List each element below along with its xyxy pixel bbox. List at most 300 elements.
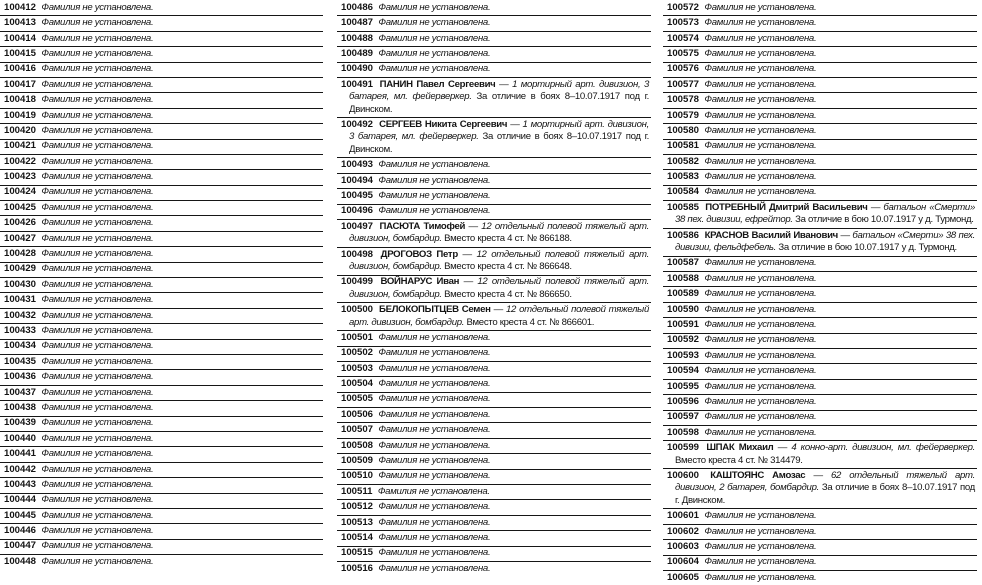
entry-number: 100587 bbox=[667, 257, 700, 269]
entry-number: 100584 bbox=[667, 186, 700, 198]
entry-unknown bbox=[337, 470, 651, 485]
entry-text bbox=[667, 556, 975, 568]
surname-not-established-text: Фамилия не установлена. bbox=[378, 547, 491, 559]
entry-text bbox=[341, 409, 649, 421]
surname-not-established-text: Фамилия не установлена. bbox=[704, 257, 817, 269]
entry-unknown bbox=[0, 386, 323, 401]
entry-number: 100582 bbox=[667, 155, 700, 167]
entry-number: 100588 bbox=[667, 272, 700, 284]
surname-not-established-text: Фамилия не установлена. bbox=[704, 510, 817, 522]
entry-text bbox=[4, 540, 321, 552]
entry-number: 100448 bbox=[4, 555, 37, 567]
entry-text bbox=[341, 563, 649, 575]
entry-number: 100601 bbox=[667, 510, 700, 522]
entry-unknown bbox=[0, 309, 323, 324]
entry-number: 100423 bbox=[4, 171, 37, 183]
entry-number: 100446 bbox=[4, 525, 37, 537]
entry-text bbox=[4, 479, 321, 491]
surname-not-established-text: Фамилия не установлена. bbox=[41, 386, 154, 398]
entry-number: 100415 bbox=[4, 47, 37, 59]
entry-unknown bbox=[0, 447, 323, 462]
entry-unknown bbox=[663, 1, 977, 16]
entry-number: 100572 bbox=[667, 1, 700, 13]
column-middle bbox=[337, 1, 651, 577]
surname-not-established-text: Фамилия не установлена. bbox=[704, 303, 817, 315]
surname-not-established-text: Фамилия не установлена. bbox=[378, 455, 491, 467]
surname-not-established-text: Фамилия не установлена. bbox=[704, 124, 817, 136]
entry-unknown bbox=[0, 540, 323, 555]
surname-not-established-text: Фамилия не установлена. bbox=[704, 380, 817, 392]
entry-text bbox=[667, 396, 975, 408]
entry-text bbox=[4, 17, 321, 29]
entry-text bbox=[667, 365, 975, 377]
entry-text bbox=[667, 288, 975, 300]
unit-description: 1 мортирный арт. дивизион, 3 батарея, мл. фейерверкер. bbox=[349, 118, 649, 143]
surname-not-established-text: Фамилия не установлена. bbox=[41, 124, 154, 136]
surname-not-established-text: Фамилия не установлена. bbox=[704, 365, 817, 377]
entry-text bbox=[341, 547, 649, 559]
entry-number: 100504 bbox=[341, 378, 374, 390]
entry-text bbox=[341, 33, 649, 45]
entry-text bbox=[341, 393, 649, 405]
surname-not-established-text: Фамилия не установлена. bbox=[704, 556, 817, 568]
entry-text bbox=[341, 501, 649, 513]
entry-text bbox=[667, 541, 975, 553]
entry-text bbox=[4, 310, 321, 322]
entry-text bbox=[667, 257, 975, 269]
entry-text bbox=[4, 202, 321, 214]
entry-number: 100598 bbox=[667, 426, 700, 438]
entry-number: 100444 bbox=[4, 494, 37, 506]
entry-unknown bbox=[0, 186, 323, 201]
entry-text bbox=[667, 186, 975, 198]
recipient-name: БЕЛОКОПЫТЦЕВ Семен bbox=[379, 304, 491, 316]
entry-text bbox=[4, 217, 321, 229]
entry-number: 100585 bbox=[667, 201, 700, 213]
surname-not-established-text: Фамилия не установлена. bbox=[41, 232, 154, 244]
entry-number: 100486 bbox=[341, 1, 374, 13]
surname-not-established-text: Фамилия не установлена. bbox=[41, 540, 154, 552]
surname-not-established-text: Фамилия не установлена. bbox=[41, 401, 154, 413]
entry-number: 100432 bbox=[4, 309, 37, 321]
entry-number: 100503 bbox=[341, 362, 374, 374]
surname-not-established-text: Фамилия не установлена. bbox=[704, 272, 817, 284]
entry-number: 100413 bbox=[4, 17, 37, 29]
surname-not-established-text: Фамилия не установлена. bbox=[41, 509, 154, 521]
entry-text bbox=[4, 387, 321, 399]
recipient-name: ПАСЮТА Тимофей bbox=[379, 220, 466, 232]
entry-unknown bbox=[337, 32, 651, 47]
surname-not-established-text: Фамилия не установлена. bbox=[41, 309, 154, 321]
entry-detailed bbox=[663, 201, 977, 229]
citation-text: За отличие в боях 8–10.07.1917 под г. Двинском. bbox=[349, 91, 649, 115]
surname-not-established-text: Фамилия не установлена. bbox=[41, 217, 154, 229]
entry-number: 100589 bbox=[667, 288, 700, 300]
surname-not-established-text: Фамилия не установлена. bbox=[41, 263, 154, 275]
entry-number: 100499 bbox=[341, 276, 374, 288]
entry-text bbox=[667, 79, 975, 91]
surname-not-established-text: Фамилия не установлена. bbox=[378, 159, 491, 171]
citation-text: Вместо креста 4 ст. № 866188. bbox=[444, 233, 572, 245]
surname-not-established-text: Фамилия не установлена. bbox=[41, 186, 154, 198]
entry-unknown bbox=[337, 408, 651, 423]
entry-text bbox=[667, 2, 975, 14]
surname-not-established-text: Фамилия не установлена. bbox=[41, 340, 154, 352]
entry-number: 100501 bbox=[341, 331, 374, 343]
entry-number: 100439 bbox=[4, 417, 37, 429]
entry-unknown bbox=[337, 531, 651, 546]
surname-not-established-text: Фамилия не установлена. bbox=[41, 1, 154, 13]
surname-not-established-text: Фамилия не установлена. bbox=[704, 349, 817, 361]
entry-text bbox=[667, 350, 975, 362]
entry-text: 100491 ПАНИН Павел Сергеевич — 1 мортирный арт. дивизион, 3 батарея, мл. фейерверкер. За отличие в боях 8–10.07.1917 под г. Двинском. bbox=[341, 78, 650, 115]
entry-unknown bbox=[0, 463, 323, 478]
surname-not-established-text: Фамилия не установлена. bbox=[378, 424, 491, 436]
entry-unknown bbox=[337, 393, 651, 408]
entry-unknown bbox=[0, 293, 323, 308]
entry-number: 100420 bbox=[4, 124, 37, 136]
entry-number: 100427 bbox=[4, 232, 37, 244]
entry-number: 100516 bbox=[341, 562, 374, 574]
entry-unknown bbox=[663, 93, 977, 108]
entry-number: 100594 bbox=[667, 365, 700, 377]
citation-text: За отличие в бою 10.07.1917 у д. Турмонд. bbox=[778, 242, 957, 254]
surname-not-established-text: Фамилия не установлена. bbox=[704, 426, 817, 438]
entry-unknown bbox=[0, 432, 323, 447]
entry-number: 100441 bbox=[4, 448, 37, 460]
entry-number: 100488 bbox=[341, 32, 374, 44]
entry-text bbox=[4, 417, 321, 429]
entry-unknown bbox=[337, 485, 651, 500]
entry-text bbox=[667, 427, 975, 439]
unit-description: 62 отдельный тяжелый арт. дивизион, 2 батарея, бомбардир. bbox=[675, 469, 975, 494]
entry-number: 100505 bbox=[341, 393, 374, 405]
surname-not-established-text: Фамилия не установлена. bbox=[378, 1, 491, 13]
entry-text bbox=[4, 140, 321, 152]
entry-number: 100515 bbox=[341, 547, 374, 559]
recipient-name: СЕРГЕЕВ Никита Сергеевич bbox=[379, 118, 508, 130]
entry-text bbox=[341, 190, 649, 202]
surname-not-established-text: Фамилия не установлена. bbox=[704, 109, 817, 121]
entry-text bbox=[4, 248, 321, 260]
entry-number: 100579 bbox=[667, 109, 700, 121]
surname-not-established-text: Фамилия не установлена. bbox=[378, 378, 491, 390]
entry-unknown bbox=[337, 562, 651, 576]
entry-text bbox=[341, 440, 649, 452]
entry-number: 100510 bbox=[341, 470, 374, 482]
entry-detailed bbox=[663, 229, 977, 257]
surname-not-established-text: Фамилия не установлена. bbox=[378, 189, 491, 201]
entry-text bbox=[4, 494, 321, 506]
entry-number: 100440 bbox=[4, 432, 37, 444]
entry-number: 100435 bbox=[4, 355, 37, 367]
entry-number: 100602 bbox=[667, 525, 700, 537]
unit-description: 12 отдельный полевой тяжелый арт. дивизион, бомбардир. bbox=[349, 276, 649, 300]
surname-not-established-text: Фамилия не установлена. bbox=[41, 463, 154, 475]
surname-not-established-text: Фамилия не установлена. bbox=[704, 525, 817, 537]
entry-number: 100493 bbox=[341, 159, 374, 171]
entry-unknown bbox=[663, 63, 977, 78]
entry-text: 100599 ШПАК Михаил — 4 конно-арт. дивизион, мл. фейерверкер. Вместо креста 4 ст. № 314479. bbox=[667, 442, 976, 466]
entry-text bbox=[667, 319, 975, 331]
entry-text bbox=[4, 371, 321, 383]
entry-text bbox=[341, 347, 649, 359]
recipient-name: ПОТРЕБНЫЙ Дмитрий Васильевич bbox=[705, 201, 868, 213]
surname-not-established-text: Фамилия не установлена. bbox=[41, 494, 154, 506]
surname-not-established-text: Фамилия не установлена. bbox=[704, 171, 817, 183]
surname-not-established-text: Фамилия не установлена. bbox=[378, 174, 491, 186]
entry-text: 100500 БЕЛОКОПЫТЦЕВ Семен — 12 отдельный полевой тяжелый арт. дивизион, бомбардир. Вместо креста 4 ст. № 866601. bbox=[341, 304, 649, 328]
entry-unknown bbox=[663, 32, 977, 47]
surname-not-established-text: Фамилия не установлена. bbox=[41, 109, 154, 121]
entry-text bbox=[4, 556, 321, 568]
entry-unknown bbox=[337, 331, 651, 346]
entry-text bbox=[4, 356, 321, 368]
entry-number: 100600 bbox=[667, 469, 700, 481]
surname-not-established-text: Фамилия не установлена. bbox=[41, 432, 154, 444]
surname-not-established-text: Фамилия не установлена. bbox=[41, 355, 154, 367]
surname-not-established-text: Фамилия не установлена. bbox=[41, 201, 154, 213]
column-right bbox=[663, 1, 977, 583]
entry-text bbox=[341, 2, 649, 14]
entry-text bbox=[4, 33, 321, 45]
entry-number: 100576 bbox=[667, 63, 700, 75]
surname-not-established-text: Фамилия не установлена. bbox=[41, 140, 154, 152]
entry-text bbox=[4, 186, 321, 198]
entry-text bbox=[341, 363, 649, 375]
entry-unknown bbox=[0, 93, 323, 108]
surname-not-established-text: Фамилия не установлена. bbox=[41, 171, 154, 183]
entry-number: 100512 bbox=[341, 501, 374, 513]
surname-not-established-text: Фамилия не установлена. bbox=[378, 63, 491, 75]
entry-text bbox=[4, 448, 321, 460]
entry-text bbox=[667, 156, 975, 168]
entry-text bbox=[341, 48, 649, 60]
entry-number: 100583 bbox=[667, 171, 700, 183]
entry-unknown bbox=[0, 324, 323, 339]
surname-not-established-text: Фамилия не установлена. bbox=[378, 393, 491, 405]
entry-text: 100492 СЕРГЕЕВ Никита Сергеевич — 1 мортирный арт. дивизион, 3 батарея, мл. фейерверкер. За отличие в боях 8–10.07.1917 под г. Двинском. bbox=[341, 118, 649, 155]
surname-not-established-text: Фамилия не установлена. bbox=[41, 371, 154, 383]
surname-not-established-text: Фамилия не установлена. bbox=[41, 417, 154, 429]
entry-text: 100497 ПАСЮТА Тимофей — 12 отдельный полевой тяжелый арт. дивизион, бомбардир. Вместо креста 4 ст. № 866188. bbox=[341, 220, 649, 245]
entry-text bbox=[667, 140, 975, 152]
recipient-name: КАШТОЯНС Амозас bbox=[710, 469, 806, 481]
entry-text bbox=[4, 464, 321, 476]
entry-number: 100592 bbox=[667, 334, 700, 346]
entry-unknown bbox=[663, 395, 977, 410]
entry-text: 100600 КАШТОЯНС Амозас — 62 отдельный тяжелый арт. дивизион, 2 батарея, бомбардир. За отличие в боях 8–10.07.1917 под г. Двинском. bbox=[667, 469, 975, 506]
entry-unknown bbox=[337, 439, 651, 454]
entry-text: 100585 ПОТРЕБНЫЙ Дмитрий Васильевич — батальон «Смерти» 38 пех. дивизии, ефрейтор. За отличие в бою 10.07.1917 у д. Турмонд. bbox=[667, 201, 975, 226]
entry-unknown bbox=[0, 155, 323, 170]
entry-number: 100422 bbox=[4, 155, 37, 167]
surname-not-established-text: Фамилия не установлена. bbox=[378, 331, 491, 343]
entry-number: 100599 bbox=[667, 442, 700, 454]
entry-text bbox=[4, 510, 321, 522]
entry-text bbox=[4, 171, 321, 183]
entry-number: 100575 bbox=[667, 47, 700, 59]
entry-unknown bbox=[0, 32, 323, 47]
surname-not-established-text: Фамилия не установлена. bbox=[378, 562, 491, 574]
entry-unknown bbox=[663, 109, 977, 124]
citation-text: Вместо креста 4 ст. № 866601. bbox=[466, 316, 595, 328]
entry-text bbox=[341, 424, 649, 436]
entry-number: 100492 bbox=[341, 118, 374, 130]
surname-not-established-text: Фамилия не установлена. bbox=[41, 248, 154, 260]
unit-description: 1 мортирный арт. дивизион, 3 батарея, мл. фейерверкер. bbox=[349, 78, 650, 103]
surname-not-established-text: Фамилия не установлена. bbox=[378, 47, 491, 59]
entry-number: 100507 bbox=[341, 424, 374, 436]
entry-number: 100590 bbox=[667, 303, 700, 315]
entry-detailed bbox=[663, 441, 977, 469]
entry-number: 100491 bbox=[341, 78, 374, 90]
entry-text bbox=[667, 48, 975, 60]
entry-text bbox=[667, 33, 975, 45]
recipient-name: ВОЙНАРУС Иван bbox=[380, 276, 460, 288]
entry-text bbox=[341, 532, 649, 544]
entry-unknown bbox=[663, 411, 977, 426]
surname-not-established-text: Фамилия не установлена. bbox=[704, 17, 817, 29]
entry-text bbox=[667, 334, 975, 346]
entry-number: 100425 bbox=[4, 201, 37, 213]
entry-unknown bbox=[663, 556, 977, 571]
surname-not-established-text: Фамилия не установлена. bbox=[41, 47, 154, 59]
entry-unknown bbox=[663, 364, 977, 379]
surname-not-established-text: Фамилия не установлена. bbox=[41, 63, 154, 75]
entry-number: 100489 bbox=[341, 47, 374, 59]
entry-number: 100513 bbox=[341, 516, 374, 528]
entry-number: 100573 bbox=[667, 17, 700, 29]
surname-not-established-text: Фамилия не установлена. bbox=[378, 205, 491, 217]
surname-not-established-text: Фамилия не установлена. bbox=[704, 94, 817, 106]
surname-not-established-text: Фамилия не установлена. bbox=[41, 32, 154, 44]
entry-number: 100595 bbox=[667, 380, 700, 392]
entry-detailed bbox=[337, 118, 651, 158]
surname-not-established-text: Фамилия не установлена. bbox=[704, 155, 817, 167]
entry-unknown bbox=[0, 78, 323, 93]
entry-unknown bbox=[663, 571, 977, 585]
entry-text: 100498 ДРОГОВОЗ Петр — 12 отдельный полевой тяжелый арт. дивизион, бомбардир. Вместо креста 4 ст. № 866648. bbox=[341, 248, 649, 272]
entry-unknown bbox=[0, 355, 323, 370]
entry-number: 100429 bbox=[4, 263, 37, 275]
surname-not-established-text: Фамилия не установлена. bbox=[378, 531, 491, 543]
entry-number: 100586 bbox=[667, 229, 700, 241]
entry-unknown bbox=[663, 257, 977, 272]
entry-unknown bbox=[0, 278, 323, 293]
surname-not-established-text: Фамилия не установлена. bbox=[704, 540, 817, 552]
entry-unknown bbox=[663, 78, 977, 93]
entry-text bbox=[667, 510, 975, 522]
entry-number: 100604 bbox=[667, 556, 700, 568]
entry-unknown bbox=[0, 124, 323, 139]
entry-detailed bbox=[337, 220, 651, 248]
surname-not-established-text: Фамилия не установлена. bbox=[704, 411, 817, 423]
entry-number: 100426 bbox=[4, 217, 37, 229]
recipient-name: ПАНИН Павел Сергеевич bbox=[379, 78, 496, 90]
entry-number: 100502 bbox=[341, 347, 374, 359]
surname-not-established-text: Фамилия не установлена. bbox=[704, 288, 817, 300]
entry-unknown bbox=[337, 516, 651, 531]
entry-number: 100577 bbox=[667, 78, 700, 90]
entry-number: 100414 bbox=[4, 32, 37, 44]
surname-not-established-text: Фамилия не установлена. bbox=[41, 448, 154, 460]
surname-not-established-text: Фамилия не установлена. bbox=[41, 17, 154, 29]
entry-number: 100497 bbox=[341, 220, 374, 232]
entry-number: 100500 bbox=[341, 304, 374, 316]
entry-unknown bbox=[0, 524, 323, 539]
entry-text bbox=[667, 572, 975, 584]
entry-unknown bbox=[337, 205, 651, 220]
entry-unknown bbox=[337, 547, 651, 562]
entry-number: 100417 bbox=[4, 78, 37, 90]
entry-unknown bbox=[337, 16, 651, 31]
entry-unknown bbox=[0, 1, 323, 16]
recipient-name: ДРОГОВОЗ Петр bbox=[380, 248, 458, 260]
entry-text bbox=[341, 470, 649, 482]
entry-unknown bbox=[663, 303, 977, 318]
entry-text bbox=[667, 125, 975, 137]
column-left bbox=[0, 1, 323, 577]
unit-description: 4 конно-арт. дивизион, мл. фейерверкер. bbox=[791, 442, 976, 454]
entry-unknown bbox=[663, 170, 977, 185]
surname-not-established-text: Фамилия не установлена. bbox=[378, 516, 491, 528]
entry-text bbox=[4, 156, 321, 168]
entry-unknown bbox=[337, 423, 651, 438]
entry-unknown bbox=[663, 349, 977, 364]
entry-text bbox=[667, 526, 975, 538]
entry-unknown bbox=[0, 47, 323, 62]
entry-unknown bbox=[0, 16, 323, 31]
surname-not-established-text: Фамилия не установлена. bbox=[41, 94, 154, 106]
surname-not-established-text: Фамилия не установлена. bbox=[378, 439, 491, 451]
entry-unknown bbox=[663, 16, 977, 31]
entry-text bbox=[4, 48, 321, 60]
surname-not-established-text: Фамилия не установлена. bbox=[704, 571, 817, 583]
surname-not-established-text: Фамилия не установлена. bbox=[704, 78, 817, 90]
entry-number: 100443 bbox=[4, 478, 37, 490]
entry-number: 100597 bbox=[667, 411, 700, 423]
entry-text bbox=[341, 486, 649, 498]
entry-unknown bbox=[337, 174, 651, 189]
entry-unknown bbox=[0, 170, 323, 185]
entry-unknown bbox=[337, 500, 651, 515]
entry-number: 100580 bbox=[667, 124, 700, 136]
entry-unknown bbox=[337, 47, 651, 62]
entry-unknown bbox=[0, 247, 323, 262]
entry-unknown bbox=[0, 263, 323, 278]
entry-number: 100603 bbox=[667, 540, 700, 552]
entry-number: 100434 bbox=[4, 340, 37, 352]
entry-unknown bbox=[663, 426, 977, 441]
surname-not-established-text: Фамилия не установлена. bbox=[378, 32, 491, 44]
entry-text bbox=[341, 205, 649, 217]
entry-text bbox=[667, 304, 975, 316]
surname-not-established-text: Фамилия не установлена. bbox=[41, 478, 154, 490]
surname-not-established-text: Фамилия не установлена. bbox=[41, 555, 154, 567]
surname-not-established-text: Фамилия не установлена. bbox=[378, 347, 491, 359]
entry-text bbox=[341, 517, 649, 529]
entry-unknown bbox=[0, 555, 323, 569]
entry-text bbox=[341, 159, 649, 171]
entry-text bbox=[4, 263, 321, 275]
entry-detailed bbox=[337, 303, 651, 331]
unit-description: 12 отдельный полевой тяжелый арт. дивизион, бомбардир. bbox=[349, 248, 649, 272]
entry-text bbox=[4, 2, 321, 14]
entry-unknown bbox=[663, 287, 977, 302]
entry-unknown bbox=[0, 232, 323, 247]
entry-unknown bbox=[337, 362, 651, 377]
